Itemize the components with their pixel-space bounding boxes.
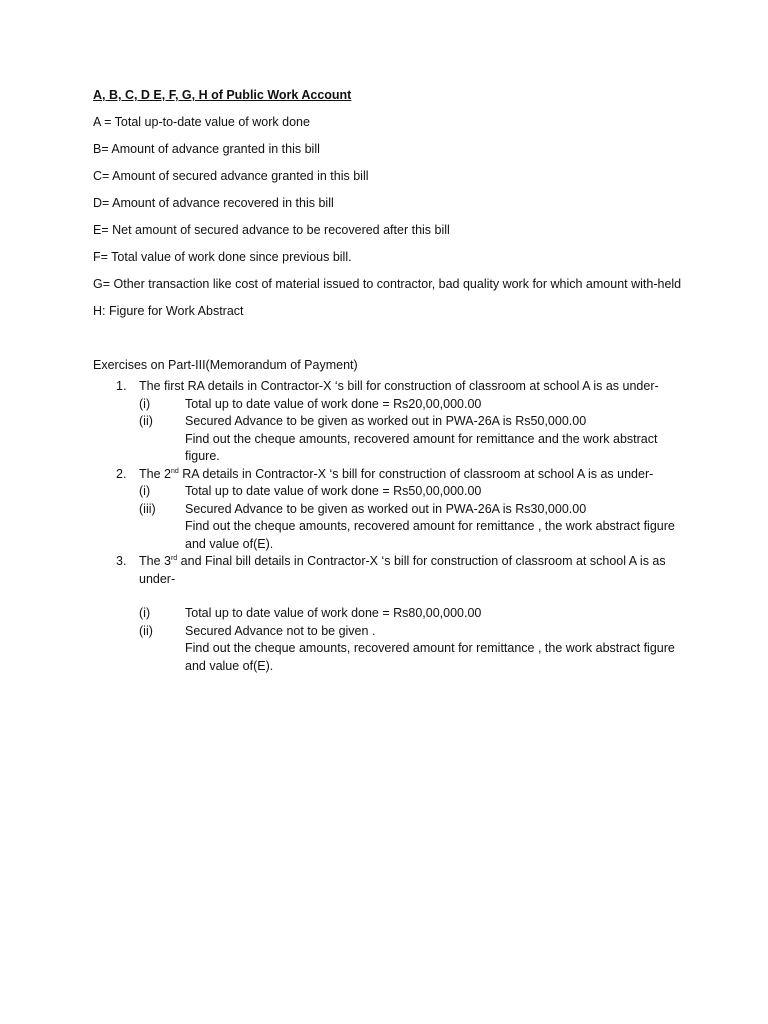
definition-b: B= Amount of advance granted in this bill <box>93 142 320 156</box>
spacer <box>93 588 683 605</box>
question-number: 3. <box>116 554 127 568</box>
sub-item <box>139 605 683 623</box>
question-number: 1. <box>116 379 127 393</box>
sub-item-text: Secured Advance to be given as worked out in PWA-26A is Rs30,000.00 <box>185 501 587 516</box>
spacer <box>93 330 683 357</box>
sub-item <box>139 623 683 641</box>
question-text-rest: and Final bill details in Contractor-X ‘s bill for construction of classroom at school A is as under- <box>139 554 666 586</box>
sub-item-text: Total up to date value of work done = Rs80,00,000.00 <box>185 606 482 620</box>
question-2-items <box>93 483 683 553</box>
sub-item-text: Total up to date value of work done = Rs20,00,000.00 <box>185 396 482 411</box>
sub-item-numeral: (ii) <box>139 414 153 428</box>
sub-item-numeral: (iii) <box>139 501 156 516</box>
sub-item <box>139 396 683 414</box>
sub-item-numeral: (i) <box>139 484 151 498</box>
sub-item-numeral: (ii) <box>139 623 153 638</box>
question-text-start: The 2 <box>139 466 171 481</box>
sub-item <box>139 501 683 519</box>
question-text-rest: RA details in Contractor-X ‘s bill for construction of classroom at school A is as under- <box>178 466 654 481</box>
sub-item <box>139 413 683 431</box>
sub-item-text: Secured Advance to be given as worked out in PWA-26A is Rs50,000.00 <box>185 414 587 428</box>
question-3-items <box>93 605 683 675</box>
question-text-start: The 3 <box>139 554 171 568</box>
definition-c: C= Amount of secured advance granted in this bill <box>93 169 369 183</box>
sub-item-text: Total up to date value of work done = Rs50,00,000.00 <box>185 484 482 498</box>
question-text: The first RA details in Contractor-X ‘s bill for construction of classroom at school A is as under- <box>139 379 659 393</box>
sub-item-numeral: (i) <box>139 606 151 620</box>
sub-item <box>139 483 683 501</box>
definition-e: E= Net amount of secured advance to be recovered after this bill <box>93 223 450 237</box>
question-note: Find out the cheque amounts, recovered amount for remittance , the work abstract figure and value of(E). <box>185 519 675 551</box>
question-2 <box>93 466 683 484</box>
question-1-items <box>93 396 683 466</box>
ordinal-suffix: rd <box>170 554 178 562</box>
sub-item-text: Secured Advance not to be given . <box>185 623 376 638</box>
definition-h: H: Figure for Work Abstract <box>93 304 244 318</box>
definition-a: A = Total up-to-date value of work done <box>93 115 310 129</box>
question-1 <box>93 378 683 396</box>
question-note: Find out the cheque amounts, recovered amount for remittance , the work abstract figure and value of(E). <box>185 641 675 673</box>
question-3 <box>93 553 683 588</box>
sub-item-numeral: (i) <box>139 396 151 411</box>
question-text <box>139 466 683 484</box>
section-heading: A, B, C, D E, F, G, H of Public Work Account <box>93 88 352 102</box>
definition-f: F= Total value of work done since previous bill. <box>93 250 352 264</box>
question-number: 2. <box>116 466 127 481</box>
ordinal-suffix: nd <box>170 467 179 475</box>
question-note: Find out the cheque amounts, recovered amount for remittance and the work abstract figure. <box>185 431 658 463</box>
exercises-title: Exercises on Part-III(Memorandum of Payment) <box>93 358 358 372</box>
definition-g: G= Other transaction like cost of material issued to contractor, bad quality work for which amount with-held <box>93 277 682 291</box>
document-body <box>93 87 683 675</box>
question-text <box>139 553 683 588</box>
definition-d: D= Amount of advance recovered in this bill <box>93 196 334 210</box>
